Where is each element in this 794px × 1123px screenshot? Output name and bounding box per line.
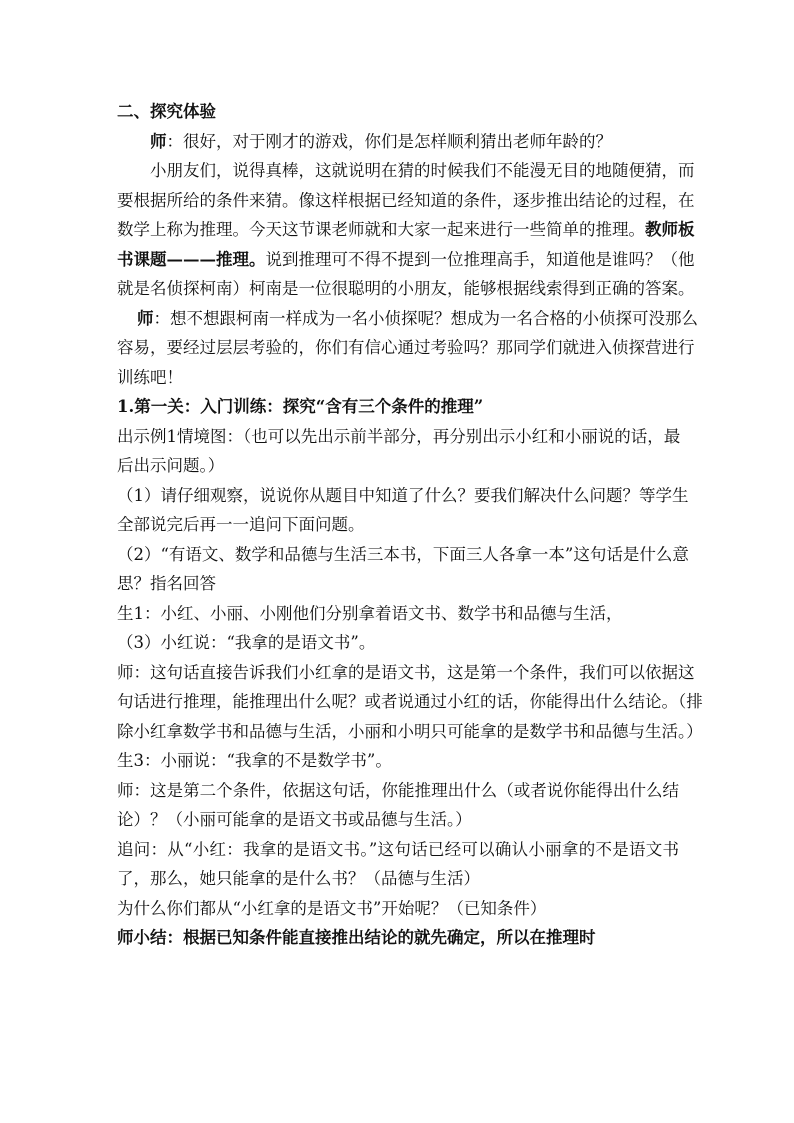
paragraph-line: 后出示问题。） — [117, 456, 225, 475]
section-heading: 二、探究体验 — [117, 102, 216, 121]
paragraph-line: 句话进行推理，能推理出什么呢？或者说通过小红的话，你能得出什么结论。（排 — [117, 692, 703, 711]
paragraph-line: 出示例1情境图：（也可以先出示前半部分，再分别出示小红和小丽说的话，最 — [117, 426, 681, 446]
question-item: （2）“有语文、数学和品德与生活三本书，下面三人各拿一本”这句话是什么意 — [117, 544, 689, 564]
paragraph-line: 全部说完后再一一追问下面问题。 — [117, 515, 365, 534]
follow-up-question: 为什么你们都从“小红拿的是语文书”开始呢？（已知条件） — [117, 898, 547, 918]
teacher-summary: 师小结：根据已知条件能直接推出结论的就先确定，所以在推理时 — [117, 928, 596, 947]
paragraph-line: 书课题———推理。说到推理可不得不提到一位推理高手，知道他是谁吗？（他 — [117, 249, 695, 269]
level-heading: 1.第一关：入门训练：探究“含有三个条件的推理” — [117, 397, 484, 416]
paragraph-line: 数学上称为推理。今天这节课老师就和大家一起来进行一些简单的推理。教师板 — [117, 220, 695, 239]
question-item: （1）请仔细观察，说说你从题目中知道了什么？要我们解决什么问题？等学生 — [117, 485, 689, 505]
teacher-remark: 师：这句话直接告诉我们小红拿的是语文书，这是第一个条件，我们可以依据这 — [117, 662, 695, 682]
paragraph-line: 论）？（小丽可能拿的是语文书或品德与生活。） — [117, 810, 472, 829]
document-body — [117, 97, 703, 953]
teacher-remark: 师：这是第二个条件，依据这句话，你能推理出什么（或者说你能得出什么结 — [117, 780, 679, 800]
paragraph-line: 训练吧！ — [117, 367, 183, 387]
paragraph-line: 小朋友们，说得真棒，这就说明在猜的时候我们不能漫无目的地随便猜，而 — [150, 161, 695, 180]
question-item: （3）小红说：“我拿的是语文书”。 — [117, 633, 376, 652]
student-answer: 生3：小丽说：“我拿的不是数学书”。 — [117, 751, 392, 770]
paragraph-line: 就是名侦探柯南）柯南是一位很聪明的小朋友，能够根据线索得到正确的答案。 — [117, 279, 695, 298]
paragraph-line: 除小红拿数学书和品德与生活，小丽和小明只可能拿的是数学书和品德与生活。） — [117, 721, 703, 741]
paragraph-line: 师：想不想跟柯南一样成为一名小侦探呢？想成为一名合格的小侦探可没那么 — [137, 308, 698, 328]
paragraph-teacher-question: 师：很好，对于刚才的游戏，你们是怎样顺利猜出老师年龄的？ — [150, 131, 612, 151]
paragraph-line: 了，那么，她只能拿的是什么书？（品德与生活） — [117, 869, 480, 888]
paragraph-line: 思？指名回答 — [117, 574, 216, 593]
speaker-label: 师 — [150, 131, 167, 151]
paragraph-line: 要根据所给的条件来猜。像这样根据已经知道的条件，逐步推出结论的过程，在 — [117, 190, 695, 210]
student-answer: 生1：小红、小丽、小刚他们分别拿着语文书、数学书和品德与生活， — [117, 603, 623, 623]
follow-up-question: 追问：从“小红：我拿的是语文书。”这句话已经可以确认小丽拿的不是语文书 — [117, 839, 679, 859]
paragraph-line: 容易，要经过层层考验的，你们有信心通过考验吗？那同学们就进入侦探营进行 — [117, 338, 695, 357]
speaker-label: 师 — [137, 308, 154, 328]
